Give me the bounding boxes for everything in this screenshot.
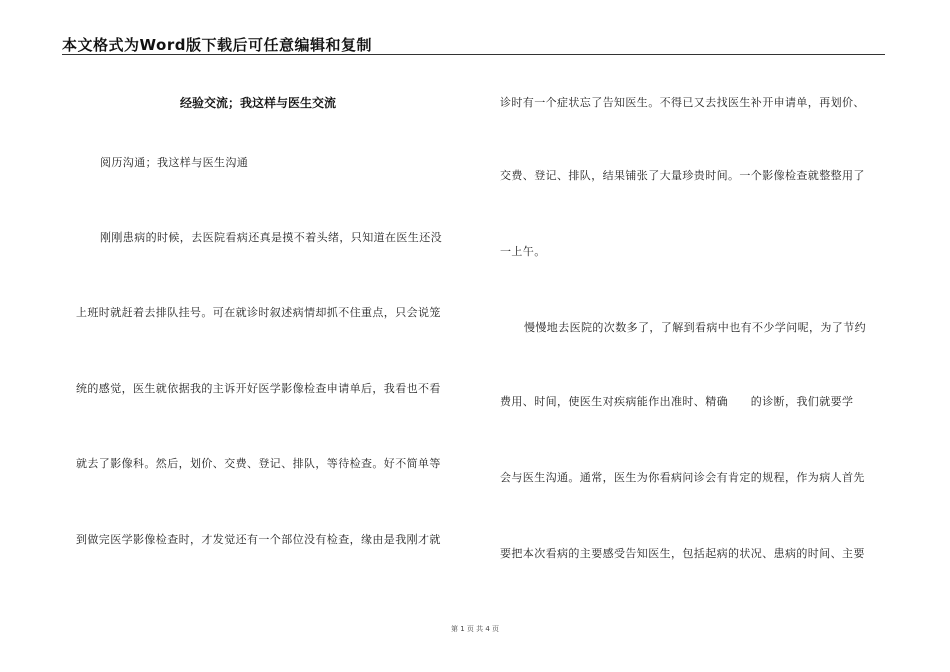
- left-paragraph-line: 刚刚患病的时候，去医院看病还真是摸不着头绪，只知道在医生还没: [100, 231, 442, 244]
- left-paragraph-line: 统的感觉，医生就依据我的主诉开好医学影像检查申请单后，我看也不看: [76, 382, 441, 395]
- right-paragraph-line: 慢慢地去医院的次数多了，了解到看病中也有不少学问呢，为了节约: [524, 321, 866, 334]
- header-divider: [62, 54, 885, 55]
- right-paragraph-line: 会与医生沟通。通常，医生为你看病问诊会有肯定的规程，作为病人首先: [500, 471, 865, 484]
- right-paragraph-line: 要把本次看病的主要感受告知医生，包括起病的状况、患病的时间、主要: [500, 547, 865, 560]
- left-paragraph-line: 就去了影像科。然后，划价、交费、登记、排队，等待检查。好不简单等: [76, 457, 441, 470]
- right-paragraph-line: 一上午。: [500, 245, 546, 258]
- right-paragraph-line: 费用、时间，使医生对疾病能作出准时、精确 的诊断，我们就要学: [500, 395, 854, 408]
- document-title: 经验交流；我这样与医生交流: [180, 96, 337, 110]
- left-paragraph-line: 阅历沟通；我这样与医生沟通: [100, 156, 249, 169]
- right-paragraph-line: 诊时有一个症状忘了告知医生。不得已又去找医生补开申请单，再划价、: [500, 96, 865, 109]
- right-paragraph-line: 交费、登记、排队，结果铺张了大量珍贵时间。一个影像检查就整整用了: [500, 169, 865, 182]
- left-paragraph-line: 上班时就赶着去排队挂号。可在就诊时叙述病情却抓不住重点，只会说笼: [76, 306, 441, 319]
- download-banner: 本文格式为Word版下载后可任意编辑和复制: [62, 36, 372, 54]
- left-paragraph-line: 到做完医学影像检查时，才发觉还有一个部位没有检查，缘由是我刚才就: [76, 533, 441, 546]
- page-number: 第 1 页 共 4 页: [450, 625, 500, 633]
